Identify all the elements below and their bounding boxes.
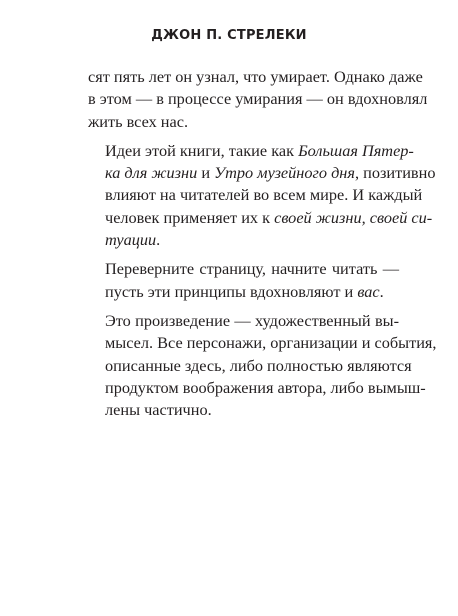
paragraph-continuation <box>88 66 428 133</box>
text-run: Переверните страницу, начните читать — <box>105 259 399 279</box>
text-line <box>88 332 437 354</box>
text-run: пусть эти принципы вдохновляют и <box>105 281 358 301</box>
italic-text: вас <box>357 281 380 301</box>
text-line <box>88 66 423 88</box>
text-run: сят пять лет он узнал, что умирает. Однако даже <box>88 67 423 86</box>
text-line <box>88 355 412 377</box>
text-line <box>88 162 436 184</box>
text-line <box>88 281 399 303</box>
text-line <box>88 310 399 332</box>
paragraph-fiction-disclaimer <box>88 310 437 421</box>
paragraph-book-ideas <box>88 140 436 251</box>
text-run: человек применяет их к <box>105 207 275 227</box>
text-run: . <box>379 281 384 301</box>
text-line <box>88 111 399 133</box>
text-run: . <box>156 230 161 250</box>
paragraph-turn-page <box>88 258 399 303</box>
text-run: , позитивно <box>354 163 436 183</box>
italic-text: ка для жизни <box>105 163 198 183</box>
text-line <box>88 229 399 251</box>
text-line <box>88 258 399 280</box>
italic-text: Большая Пятер- <box>298 140 414 160</box>
text-run: лены частично. <box>105 400 212 420</box>
text-run: и <box>197 163 215 183</box>
text-run: в этом — в процессе умирания — он вдохновлял <box>88 89 428 109</box>
italic-text: туации <box>105 230 157 250</box>
text-line <box>88 207 433 229</box>
text-line <box>88 88 428 110</box>
body-text <box>88 66 437 421</box>
italic-text: Утро музейного дня <box>214 163 355 183</box>
text-run: жить всех нас. <box>88 111 189 131</box>
text-run: влияют на читателей во всем мире. И каждый <box>105 185 423 205</box>
text-line <box>88 377 426 399</box>
running-header: ДЖОН П. СТРЕЛЕКИ <box>151 28 307 43</box>
text-run: Это произведение — художественный вы- <box>105 310 399 330</box>
text-line <box>88 399 399 421</box>
text-run: продуктом воображения автора, либо вымыш- <box>105 377 426 397</box>
text-run: описанные здесь, либо полностью являются <box>105 355 412 375</box>
italic-text: своей жизни, своей си- <box>274 207 433 227</box>
text-run: Идеи этой книги, такие как <box>105 140 299 160</box>
text-line <box>88 184 423 206</box>
text-line <box>88 140 414 162</box>
text-run: мысел. Все персонажи, организации и события, <box>105 333 437 353</box>
